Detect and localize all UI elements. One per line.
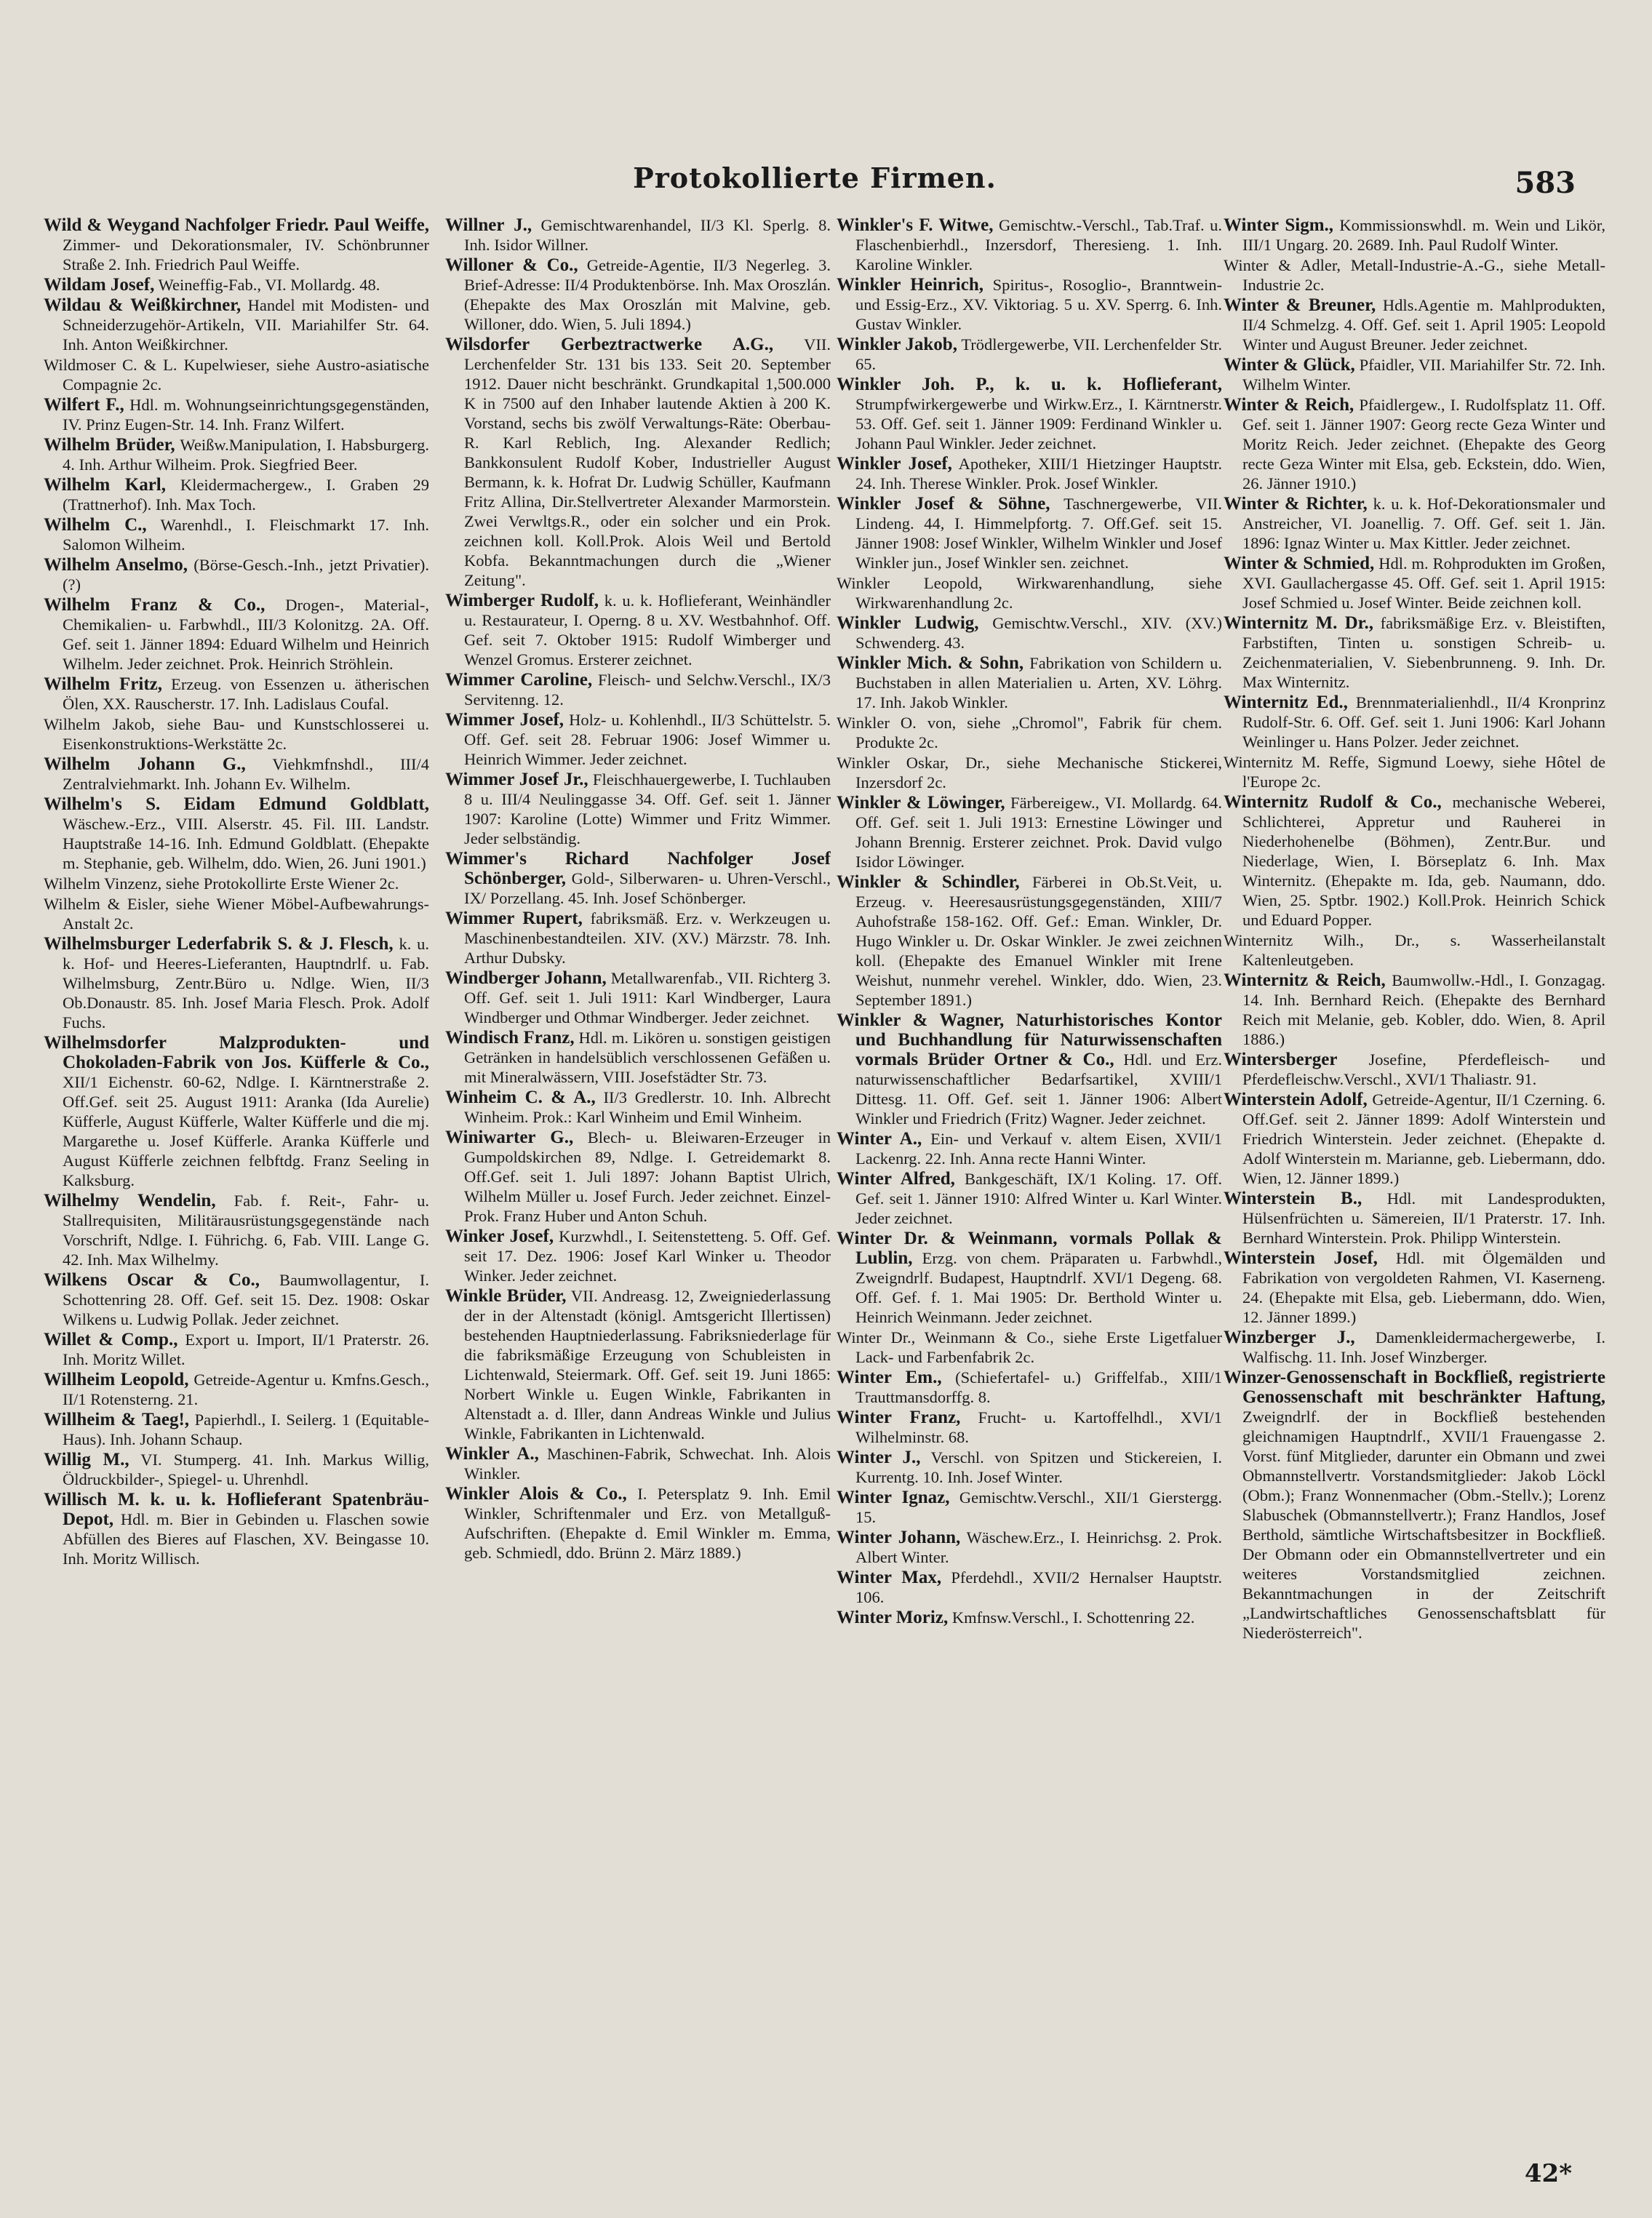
entry-text: Fabrikation von Schildern u. Buchstaben in allen Materialien u. Arten, XV. Löhrg. 17. Inh. Jakob Winkler. xyxy=(855,654,1222,711)
directory-entry xyxy=(1224,693,1605,751)
directory-entry xyxy=(44,1450,429,1489)
entry-text: Drogen-, Material-, Chemikalien- u. Farbwhdl., III/3 Kolonitzg. 2A. Off. Gef. seit 1. Jänner 1894: Eduard Wilhelm und Heinrich Wilhelm. Jeder zeichnet. Prok. Heinrich Ströhlein. xyxy=(63,596,429,673)
firm-name: Wilhelm Anselmo, xyxy=(44,555,188,575)
entry-text: Bankgeschäft, IX/1 Koling. 17. Off. Gef. seit 1. Jänner 1910: Alfred Winter u. Karl Winter. Jeder zeichnet. xyxy=(855,1170,1222,1227)
entry-text: II/3 Gredlerstr. 10. Inh. Albrecht Winheim. Prok.: Karl Winheim und Emil Winheim. xyxy=(464,1088,831,1126)
directory-entry xyxy=(837,375,1222,453)
entry-text: Wäschew.Erz., I. Heinrichsg. 2. Prok. Albert Winter. xyxy=(855,1528,1222,1566)
firm-name: Willheim Leopold, xyxy=(44,1370,189,1389)
firm-name: Wintersberger xyxy=(1224,1050,1338,1069)
entry-text: Färbereigew., VI. Mollardg. 64. Off. Gef. seit 1. Juli 1913: Ernestine Löwinger und Johann Brennig. Ersterer zeichnet. Prok. David vulgo Isidor Löwinger. xyxy=(855,794,1222,871)
entry-text: Winternitz Wilh., Dr., s. Wasserheilanstalt Kaltenleutgeben. xyxy=(1224,931,1605,969)
entry-text: Damenkleidermachergewerbe, I. Walfischg. 11. Inh. Josef Winzberger. xyxy=(1242,1328,1605,1366)
entry-text: Kleidermachergew., I. Graben 29 (Trattnerhof). Inh. Max Toch. xyxy=(63,476,429,514)
directory-entry xyxy=(1224,792,1605,930)
firm-name: Wimberger Rudolf, xyxy=(445,591,599,610)
firm-name: Winker Josef, xyxy=(445,1226,554,1246)
entry-text: fabriksmäß. Erz. v. Werkzeugen u. Maschinenbestandteilen. XIV. (XV.) Märzstr. 78. Inh. Arthur Dubsky. xyxy=(464,909,831,967)
directory-entry xyxy=(837,1528,1222,1567)
entry-text: VI. Stumperg. 41. Inh. Markus Willig, Öldruckbilder-, Spiegel- u. Uhrenhdl. xyxy=(63,1451,429,1488)
firm-name: Wilhelmsdorfer Malzprodukten- und Chokoladen-Fabrik von Jos. Küfferle & Co., xyxy=(44,1033,429,1072)
firm-name: Winkler Jakob, xyxy=(837,335,957,354)
directory-entry xyxy=(44,714,429,754)
firm-name: Winzberger J., xyxy=(1224,1328,1355,1347)
entry-text: Hdl. mit Ölgemälden und Fabrikation von vergoldeten Rahmen, VI. Kaserneng. 24. (Ehepakte mit Elsa, geb. Liebermann, ddo. Wien, 12. Jänner 1899.) xyxy=(1242,1249,1605,1326)
firm-name: Winter Franz, xyxy=(837,1408,961,1427)
entry-text: Wildmoser C. & L. Kupelwieser, siehe Austro-asiatische Compagnie 2c. xyxy=(44,356,429,394)
directory-entry xyxy=(445,1028,831,1087)
firm-name: Wilhelm's S. Eidam Edmund Goldblatt, xyxy=(44,794,429,814)
directory-entry xyxy=(445,710,831,769)
firm-name: Winkle Brüder, xyxy=(445,1286,567,1306)
directory-entry xyxy=(1224,1328,1605,1367)
firm-name: Winter & Glück, xyxy=(1224,355,1355,375)
entry-text: Wilhelm Vinzenz, siehe Protokollirte Erste Wiener 2c. xyxy=(44,874,399,893)
firm-name: Wilhelm Johann G., xyxy=(44,754,246,774)
firm-name: Winkler Mich. & Sohn, xyxy=(837,653,1024,673)
firm-name: Winkler Josef & Söhne, xyxy=(837,494,1050,514)
firm-name: Windberger Johann, xyxy=(445,968,607,988)
firm-name: Winkler A., xyxy=(445,1444,539,1464)
directory-entry xyxy=(445,968,831,1027)
firm-name: Windisch Franz, xyxy=(445,1028,575,1048)
entry-text: Gemischtw.Verschl., XIV. (XV.) Schwenderg. 43. xyxy=(855,614,1222,652)
entry-text: Getreide-Agentur u. Kmfns.Gesch., II/1 Rotensterng. 21. xyxy=(63,1371,429,1408)
directory-entry xyxy=(837,1010,1222,1128)
firm-name: Winkler Josef, xyxy=(837,454,952,474)
firm-name: Winter & Schmied, xyxy=(1224,554,1375,573)
firm-name: Wildam Josef, xyxy=(44,275,155,295)
directory-entry xyxy=(837,1229,1222,1327)
firm-name: Winternitz Rudolf & Co., xyxy=(1224,792,1442,812)
firm-name: Wimmer Caroline, xyxy=(445,670,593,690)
firm-name: Winter J., xyxy=(837,1448,921,1467)
entry-text: Strumpfwirkergewerbe und Wirkw.Erz., I. Kärntnerstr. 53. Off. Gef. seit 1. Jänner 1909: Ferdinand Winkler u. Johann Paul Winkler. Jeder zeichnet. xyxy=(855,395,1222,452)
firm-name: Winzer-Genossenschaft in Bockfließ, registrierte Genossenschaft mit beschränkter Haftung, xyxy=(1224,1368,1605,1407)
firm-name: Winkler Heinrich, xyxy=(837,275,983,295)
directory-entry xyxy=(1224,1090,1605,1188)
directory-entry xyxy=(44,934,429,1032)
directory-entry xyxy=(445,1484,831,1563)
entry-text: Winter Dr., Weinmann & Co., siehe Erste Ligetfaluer Lack- und Farbenfabrik 2c. xyxy=(837,1328,1222,1366)
entry-text: Warenhdl., I. Fleischmarkt 17. Inh. Salomon Wilheim. xyxy=(63,516,429,554)
directory-entry xyxy=(1224,395,1605,493)
firm-name: Wilhelm Fritz, xyxy=(44,674,162,694)
directory-entry xyxy=(1224,295,1605,354)
directory-entry xyxy=(445,1128,831,1226)
firm-name: Wimmer Rupert, xyxy=(445,909,583,928)
firm-name: Winterstein Adolf, xyxy=(1224,1090,1368,1109)
column-4 xyxy=(1224,215,1605,2136)
firm-name: Wilfert F., xyxy=(44,395,124,415)
entry-text: Hdl. m. Wohnungseinrichtungsgegenständen, IV. Prinz Eugen-Str. 14. Inh. Franz Wilfert. xyxy=(63,396,429,434)
firm-name: Wilsdorfer Gerbeztractwerke A.G., xyxy=(445,335,774,354)
entry-text: Weißw.Manipulation, I. Habsburgerg. 4. Inh. Arthur Wilheim. Prok. Siegfried Beer. xyxy=(63,436,429,474)
directory-entry xyxy=(44,1191,429,1269)
firm-name: Willheim & Taeg!, xyxy=(44,1410,190,1429)
entry-text: Zimmer- und Dekorationsmaler, IV. Schönbrunner Straße 2. Inh. Friedrich Paul Weiffe. xyxy=(63,236,429,274)
entry-text: Gold-, Silberwaren- u. Uhren-Verschl., IX/ Porzellang. 45. Inh. Josef Schönberger. xyxy=(464,869,831,907)
directory-entry xyxy=(44,1490,429,1568)
directory-entry xyxy=(44,515,429,554)
directory-entry xyxy=(445,1286,831,1443)
entry-text: k. u. k. Hof-Dekorationsmaler und Anstreicher, VI. Joanellig. 7. Off. Gef. seit 1. Jän. 1896: Ignaz Winter u. Max Kittler. Jeder zeichnet. xyxy=(1242,495,1605,552)
directory-entry xyxy=(837,1129,1222,1168)
directory-entry xyxy=(44,435,429,474)
entry-text: Trödlergewerbe, VII. Lerchenfelder Str. 65. xyxy=(855,335,1222,373)
signature-mark: 42* xyxy=(1524,2159,1572,2188)
directory-entry xyxy=(1224,1248,1605,1327)
firm-name: Winkler & Löwinger, xyxy=(837,793,1005,813)
directory-entry xyxy=(445,1088,831,1127)
directory-entry xyxy=(44,794,429,873)
directory-entry xyxy=(44,1033,429,1190)
directory-entry xyxy=(837,753,1222,792)
directory-entry xyxy=(44,555,429,594)
entry-text: Gemischtw.-Verschl., Tab.Traf. u. Flaschenbierhdl., Inzersdorf, Theresieng. 1. Inh. Karoline Winkler. xyxy=(855,216,1222,274)
entry-text: Kmfnsw.Verschl., I. Schottenring 22. xyxy=(948,1608,1195,1627)
firm-name: Wilhelmsburger Lederfabrik S. & J. Flesch, xyxy=(44,934,394,954)
directory-entry xyxy=(1224,1189,1605,1248)
directory-entry xyxy=(1224,1368,1605,1643)
firm-name: Winter Ignaz, xyxy=(837,1488,950,1507)
entry-text: Holz- u. Kohlenhdl., II/3 Schüttelstr. 5. Off. Gef. seit 28. Februar 1906: Josef Wimmer u. Heinrich Wimmer. Jeder zeichnet. xyxy=(464,711,831,768)
page-number: 583 xyxy=(1515,166,1576,200)
firm-name: Winiwarter G., xyxy=(445,1128,574,1147)
directory-entry xyxy=(1224,255,1605,295)
directory-entry xyxy=(1224,1050,1605,1089)
directory-entry xyxy=(44,355,429,394)
directory-entry xyxy=(837,573,1222,613)
directory-entry xyxy=(1224,494,1605,553)
entry-text: Hdl. m. Rohprodukten im Großen, XVI. Gaullachergasse 45. Off. Gef. seit 1. April 1915: Josef Schmied u. Josef Winter. Beide zeichnen koll. xyxy=(1242,554,1605,612)
firm-name: Wilhelm Brüder, xyxy=(44,435,175,455)
column-3 xyxy=(837,215,1222,2136)
entry-text: Brennmaterialienhdl., II/4 Kronprinz Rudolf-Str. 6. Off. Gef. seit 1. Juni 1906: Karl Johann Weinlinger u. Hans Polzer. Jeder zeichnet. xyxy=(1242,693,1605,751)
entry-text: Fleischhauergewerbe, I. Tuchlauben 8 u. III/4 Neulinggasse 34. Off. Gef. seit 1. Jänner 1907: Karoline (Lotte) Wimmer und Fritz Wimmer. Jeder selbständig. xyxy=(464,770,831,847)
directory-entry xyxy=(837,1488,1222,1527)
firm-name: Wild & Weygand Nachfolger Friedr. Paul Weiffe, xyxy=(44,215,429,235)
firm-name: Winter Max, xyxy=(837,1568,942,1587)
entry-text: Viehkmfnshdl., III/4 Zentralviehmarkt. Inh. Johann Ev. Wilhelm. xyxy=(63,755,429,793)
directory-entry xyxy=(445,591,831,669)
directory-entry xyxy=(44,1330,429,1369)
firm-name: Wimmer Josef Jr., xyxy=(445,770,588,789)
directory-entry xyxy=(44,874,429,893)
firm-name: Winter & Breuner, xyxy=(1224,295,1376,315)
running-title: Protokollierte Firmen. xyxy=(633,161,997,194)
directory-entry xyxy=(837,494,1222,573)
entry-text: Wilhelm & Eisler, siehe Wiener Möbel-Aufbewahrungs-Anstalt 2c. xyxy=(44,895,429,933)
entry-text: k. u. k. Hoflieferant, Weinhändler u. Restaurateur, I. Operng. 8 u. XV. Westbahnhof. Off. Gef. seit 7. Oktober 1915: Rudolf Wimberger und Wenzel Gromus. Ersterer zeichnet. xyxy=(464,591,831,669)
entry-text: Erzg. von chem. Präparaten u. Farbwhdl., Zweigndrlf. Budapest, Hauptndrlf. XVI/1 Degeng. 68. Off. Gef. f. 1. Mai 1905: Dr. Berthold Winter u. Heinrich Weinmann. Jeder zeichnet. xyxy=(855,1249,1222,1326)
directory-entry xyxy=(1224,970,1605,1049)
entry-text: Blech- u. Bleiwaren-Erzeuger in Gumpoldskirchen 89, Ndlge. I. Getreidemarkt 8. Off.Gef. seit 1. Juli 1897: Johann Baptist Ulrich, Wilhelm Müller u. Josef Furch. Jeder zeichnet. Einzel-Prok. Franz Huber und Anton Schuh. xyxy=(464,1128,831,1225)
directory-entry xyxy=(837,1608,1222,1627)
directory-entry xyxy=(44,1410,429,1449)
firm-name: Wilkens Oscar & Co., xyxy=(44,1270,260,1290)
entry-text: Winter & Adler, Metall-Industrie-A.-G., siehe Metall-Industrie 2c. xyxy=(1224,256,1605,294)
directory-entry xyxy=(837,713,1222,752)
directory-entry xyxy=(1224,355,1605,394)
directory-entry xyxy=(445,909,831,968)
directory-entry xyxy=(837,1368,1222,1407)
entry-text: Erzeug. von Essenzen u. ätherischen Ölen, XX. Rauscherstr. 17. Inh. Ladislaus Coufal. xyxy=(63,675,429,713)
entry-text: Weineffig-Fab., VI. Mollardg. 48. xyxy=(154,276,380,294)
firm-name: Winter & Reich, xyxy=(1224,395,1354,415)
directory-entry xyxy=(837,613,1222,653)
firm-name: Winkler Alois & Co., xyxy=(445,1484,627,1504)
entry-text: I. Petersplatz 9. Inh. Emil Winkler, Schriftenmaler und Erz. von Metallguß-Aufschriften. (Ehepakte d. Emil Winkler m. Emma, geb. Schmiedl, ddo. Brünn 2. März 1889.) xyxy=(464,1485,831,1562)
directory-entry xyxy=(445,215,831,255)
entry-text: Fleisch- und Selchw.Verschl., IX/3 Servitenng. 12. xyxy=(464,671,831,709)
directory-entry xyxy=(44,395,429,434)
firm-name: Wimmer Josef, xyxy=(445,710,564,730)
directory-entry xyxy=(44,1270,429,1329)
directory-entry xyxy=(44,595,429,674)
entry-text: (Schiefertafel- u.) Griffelfab., XIII/1 Trauttmansdorffg. 8. xyxy=(855,1368,1222,1406)
directory-entry xyxy=(44,674,429,714)
column-2 xyxy=(445,215,831,2136)
firm-name: Winter Sigm., xyxy=(1224,215,1334,235)
entry-text: Hdl. m. Likören u. sonstigen geistigen Getränken in handelsüblich verschlossenen Gefäßen u. mit Mineralwässern, VIII. Josefstädter Str. 73. xyxy=(464,1029,831,1086)
directory-entry xyxy=(44,754,429,794)
firm-name: Winkler & Schindler, xyxy=(837,872,1020,892)
entry-text: Export u. Import, II/1 Praterstr. 26. Inh. Moritz Willet. xyxy=(63,1331,429,1368)
directory-entry xyxy=(837,335,1222,374)
entry-text: Hdl. und Erz. naturwissenschaftlicher Bedarfsartikel, XVIII/1 Dittesg. 11. Off. Gef. seit 1. Jänner 1906: Albert Winkler und Friedrich (Fritz) Wagner. Jeder zeichnet. xyxy=(855,1050,1222,1128)
entry-text: VII. Andreasg. 12, Zweigniederlassung der in der Altenstadt (königl. Amtsgericht Illertissen) bestehenden Hauptniederlassung. Fabriksniederlage für die fabriksmäßige Erzeugung von Schubleisten in Lichtenwald, Steiermark. Off. Gef. seit 19. Juni 1865: Norbert Winkle u. Eugen Winkle, Fabrikanten in Altenstadt a. d. Iller, dann Andreas Winkle und Julius Winkle, Fabrikanten in Lichtenwald. xyxy=(464,1287,831,1443)
directory-entry xyxy=(1224,930,1605,970)
entry-text: Hdls.Agentie m. Mahlprodukten, II/4 Schmelzg. 4. Off. Gef. seit 1. April 1905: Leopold Winter und August Breuner. Jeder zeichnet. xyxy=(1242,296,1605,354)
entry-text: Papierhdl., I. Seilerg. 1 (Equitable-Haus). Inh. Johann Schaup. xyxy=(63,1411,429,1448)
firm-name: Winterstein Josef, xyxy=(1224,1248,1378,1268)
entry-text: Winkler O. von, siehe „Chromol", Fabrik für chem. Produkte 2c. xyxy=(837,714,1222,751)
column-1 xyxy=(44,215,429,2136)
directory-entry xyxy=(1224,613,1605,692)
firm-name: Wimmer's Richard Nachfolger Josef Schönberger, xyxy=(445,849,831,888)
directory-entry xyxy=(44,475,429,514)
directory-entry xyxy=(837,653,1222,712)
entry-text: Taschnergewerbe, VII. Lindeng. 44, I. Himmelpfortg. 7. Off.Gef. seit 15. Jänner 1908: Josef Winkler, Wilhelm Winkler und Josef Winkler jun., Josef Winkler sen. zeichnet. xyxy=(855,495,1222,572)
directory-entry xyxy=(44,215,429,274)
directory-entry xyxy=(837,1328,1222,1367)
entry-text: Apotheker, XIII/1 Hietzinger Hauptstr. 24. Inh. Therese Winkler. Prok. Josef Winkler. xyxy=(855,455,1222,492)
firm-name: Winter Dr. & Weinmann, vormals Pollak & Lublin, xyxy=(837,1229,1222,1268)
directory-entry xyxy=(837,1169,1222,1228)
directory-entry xyxy=(44,295,429,354)
entry-text: Pferdehdl., XVII/2 Hernalser Hauptstr. 106. xyxy=(855,1568,1222,1606)
firm-name: Willisch M. k. u. k. Hoflieferant Spatenbräu-Depot, xyxy=(44,1490,429,1529)
directory-entry xyxy=(445,1226,831,1285)
firm-name: Winter Em., xyxy=(837,1368,942,1387)
entry-text: Fab. f. Reit-, Fahr- u. Stallrequisiten, Militärausrüstungsgegenstände nach Vorschrift, Ndlge. I. Führichg. 6, Fab. VIII. Lange G. 42. Inh. Max Wilhelmy. xyxy=(63,1192,429,1269)
directory-entry xyxy=(837,1448,1222,1487)
entry-text: XII/1 Eichenstr. 60-62, Ndlge. I. Kärntnerstraße 2. Off.Gef. seit 25. August 1911: Aranka (Ida Aurelie) Küfferle, August Küfferle, Walter Küfferle und die mj. Margarethe u. Josef Küfferle. Aranka Küfferle und August Küfferle zeichnen felbftdg. Franz Seeling in Kalksburg. xyxy=(63,1073,429,1189)
entry-text: Hdl. mit Landesprodukten, Hülsenfrüchten u. Sämereien, II/1 Praterstr. 17. Inh. Bernhard Winterstein. Prok. Philipp Winterstein. xyxy=(1242,1189,1605,1247)
entry-text: Baumwollagentur, I. Schottenring 28. Off. Gef. seit 15. Dez. 1908: Oskar Wilkens u. Ludwig Pollak. Jeder zeichnet. xyxy=(63,1271,429,1328)
directory-entry xyxy=(837,793,1222,871)
directory-entry xyxy=(837,275,1222,334)
firm-name: Winter Alfred, xyxy=(837,1169,955,1189)
firm-name: Wildau & Weißkirchner, xyxy=(44,295,242,315)
entry-text: Zweigndrlf. der in Bockfließ bestehenden gleichnamigen Hauptndrlf., XVII/1 Frauengasse 2. Vorst. fünf Mitglieder, darunter ein Obmann und zwei Obmannstellvertr. Vorstandsmitglieder: Jakob Löckl (Obm.); Franz Wonnenmacher (Obm.-Stellv.); Lorenz Slabuschek (Obmannstellvertr.); Franz Handlos, Josef Berthold, sämtliche Wirtschaftsbesitzer in Bockfließ. Der Obmann oder ein Obmannstellvertreter und ein weiteres Vorstandsmitglied zeichnen. Bekanntmachungen in der Zeitschrift „Landwirtschaftliches Genossenschaftsblatt für Niederösterreich". xyxy=(1242,1408,1605,1642)
firm-name: Winter A., xyxy=(837,1129,922,1149)
directory-entry xyxy=(44,1370,429,1409)
entry-text: Baumwollw.-Hdl., I. Gonzagag. 14. Inh. Bernhard Reich. (Ehepakte des Bernhard Reich mit Melanie, geb. Kobler, ddo. Wien, 8. April 1886.) xyxy=(1242,971,1605,1048)
directory-entry xyxy=(445,255,831,334)
directory-entry xyxy=(445,770,831,848)
directory-entry xyxy=(445,849,831,908)
entry-text: Gemischtwarenhandel, II/3 Kl. Sperlg. 8. Inh. Isidor Willner. xyxy=(464,216,831,254)
entry-text: Handel mit Modisten- und Schneiderzugehör-Artikeln, VII. Mariahilfer Str. 64. Inh. Anton Weißkirchner. xyxy=(63,296,429,354)
firm-name: Willet & Comp., xyxy=(44,1330,178,1349)
firm-name: Winternitz Ed., xyxy=(1224,693,1348,712)
entry-text: Verschl. von Spitzen und Stickereien, I. Kurrentg. 10. Inh. Josef Winter. xyxy=(855,1448,1222,1486)
firm-name: Wilhelm Karl, xyxy=(44,475,166,495)
entry-text: Ein- und Verkauf v. altem Eisen, XVII/1 Lackenrg. 22. Inh. Anna recte Hanni Winter. xyxy=(855,1130,1222,1168)
firm-name: Winkler & Wagner, Naturhistorisches Kontor und Buchhandlung für Naturwissenschaften vormals Brüder Ortner & Co., xyxy=(837,1010,1222,1069)
directory-entry xyxy=(1224,752,1605,791)
entry-text: Getreide-Agentur, II/1 Czerning. 6. Off.Gef. seit 2. Jänner 1899: Adolf Winterstein und Friedrich Winterstein. Jeder zeichnet. (Ehepakte d. Adolf Winterstein m. Marianne, geb. Liebermann, ddo. Wien, 12. Jänner 1899.) xyxy=(1242,1090,1605,1187)
entry-text: Pfaidlergew., I. Rudolfsplatz 11. Off. Gef. seit 1. Jänner 1907: Georg recte Geza Winter und Moritz Reich. Jeder zeichnet. (Ehepakte des Georg recte Geza Winter mit Elsa, geb. Eckstein, ddo. Wien, 26. Jänner 1910.) xyxy=(1242,396,1605,492)
firm-name: Wilhelm C., xyxy=(44,515,147,535)
entry-text: k. u. k. Hof- und Heeres-Lieferanten, Hauptndrlf. u. Fab. Wilhelmsburg, Zentr.Büro u. Ndlge. Wien, II/3 Ob.Donaustr. 85. Inh. Josef Maria Flesch. Prok. Adolf Fuchs. xyxy=(63,935,429,1032)
entry-text: Kurzwhdl., I. Seitenstetteng. 5. Off. Gef. seit 17. Dez. 1906: Josef Karl Winker u. Theodor Winker. Jeder zeichnet. xyxy=(464,1227,831,1285)
firm-name: Willoner & Co., xyxy=(445,255,578,275)
entry-text: Spiritus-, Rosoglio-, Branntwein- und Essig-Erz., XV. Viktoriag. 5 u. XV. Sperrg. 6. Inh. Gustav Winkler. xyxy=(855,276,1222,333)
directory-entry xyxy=(837,1408,1222,1447)
firm-name: Winkler Joh. P., k. u. k. Hoflieferant, xyxy=(837,375,1222,394)
entry-text: Wäschew.-Erz., VIII. Alserstr. 45. Fil. III. Landstr. Hauptstraße 14-16. Inh. Edmund Goldblatt. (Ehepakte m. Stephanie, geb. Wilhelm, ddo. Wien, 26. Juni 1901.) xyxy=(63,815,429,872)
directory-entry xyxy=(837,215,1222,274)
firm-name: Winter Johann, xyxy=(837,1528,961,1547)
firm-name: Wilhelmy Wendelin, xyxy=(44,1191,216,1210)
firm-name: Winkler's F. Witwe, xyxy=(837,215,994,235)
firm-name: Winkler Ludwig, xyxy=(837,613,979,633)
firm-name: Winterstein B., xyxy=(1224,1189,1362,1208)
directory-entry xyxy=(44,275,429,295)
firm-name: Willig M., xyxy=(44,1450,129,1469)
entry-text: Färberei in Ob.St.Veit, u. Erzeug. v. Heeresausrüstungsgegenständen, XIII/7 Auhofstraße 158-162. Off. Gef.: Eman. Winkler, Dr. Hugo Winkler u. Dr. Oskar Winkler. Je zwei zeichnen koll. (Ehepakte des Emanuel Winkler mit Irene Weishut, nunmehr verehel. Winkler, ddo. Wien, 23. September 1891.) xyxy=(855,873,1222,1009)
directory-entry xyxy=(1224,554,1605,613)
directory-entry xyxy=(44,894,429,933)
entry-text: Wilhelm Jakob, siehe Bau- und Kunstschlosserei u. Eisenkonstruktions-Werkstätte 2c. xyxy=(44,715,429,753)
directory-entry xyxy=(445,670,831,709)
entry-text: Getreide-Agentie, II/3 Negerleg. 3. Brief-Adresse: II/4 Produktenbörse. Inh. Max Oroszlán. (Ehepakte des Max Oroszlán mit Malvine, geb. Willoner, ddo. Wien, 5. Juli 1894.) xyxy=(464,256,831,333)
directory-entry xyxy=(837,872,1222,1010)
firm-name: Winter & Richter, xyxy=(1224,494,1368,514)
firm-name: Winter Moriz, xyxy=(837,1608,949,1627)
entry-text: (Börse-Gesch.-Inh., jetzt Privatier). (?) xyxy=(63,556,429,594)
entry-text: Winkler Oskar, Dr., siehe Mechanische Stickerei, Inzersdorf 2c. xyxy=(837,754,1222,791)
entry-text: Gemischtw.Verschl., XII/1 Gierstergg. 15. xyxy=(855,1488,1222,1526)
directory-entry xyxy=(445,335,831,590)
entry-text: Metallwarenfab., VII. Richterg 3. Off. Gef. seit 1. Juli 1911: Karl Windberger, Laura Windberger und Othmar Windberger. Jeder zeichnet. xyxy=(464,969,831,1026)
firm-name: Willner J., xyxy=(445,215,532,235)
entry-text: mechanische Weberei, Schlichterei, Appretur und Rauherei in Niederhohenelbe (Böhmen), Zentr.Bur. und Niederlage, Wien, I. Börseplatz 6. Inh. Max Winternitz. (Ehepakte m. Ida, geb. Naumann, ddo. Wien, 25. Sptbr. 1902.) Koll.Prok. Heinrich Schick und Eduard Popper. xyxy=(1242,793,1605,929)
entry-text: Winkler Leopold, Wirkwarenhandlung, siehe Wirkwarenhandlung 2c. xyxy=(837,574,1222,612)
entry-text: Kommissionswhdl. m. Wein und Likör, III/1 Ungarg. 20. 2689. Inh. Paul Rudolf Winter. xyxy=(1242,216,1605,254)
entry-text: Maschinen-Fabrik, Schwechat. Inh. Alois Winkler. xyxy=(464,1445,831,1483)
entry-text: Pfaidler, VII. Mariahilfer Str. 72. Inh. Wilhelm Winter. xyxy=(1242,356,1605,394)
directory-entry xyxy=(837,454,1222,493)
page-header xyxy=(0,161,1652,205)
firm-name: Wilhelm Franz & Co., xyxy=(44,595,266,615)
entry-text: Frucht- u. Kartoffelhdl., XVI/1 Wilhelminstr. 68. xyxy=(855,1408,1222,1446)
firm-name: Winternitz & Reich, xyxy=(1224,970,1386,990)
firm-name: Winternitz M. Dr., xyxy=(1224,613,1373,633)
directory-entry xyxy=(1224,215,1605,255)
entry-text: VII. Lerchenfelder Str. 131 bis 133. Seit 20. September 1912. Dauer nicht beschränkt. Grundkapital 1,500.000 K in 7500 auf den Inhaber lautende Aktien à 200 K. Vorstand, sechs bis zwölf Verwaltungs-Räte: Oberbau-R. Karl Reblich, Ing. Alexander Redlich; Bankkonsulent Rudolf Kober, Industrieller August Bermann, k. k. Hofrat Dr. Ludwig Schüller, Kaufmann Fritz Allina, Dir.Stellvertreter Alexander Marmorstein. Zwei Verwltgs.R., oder ein solcher und ein Prok. zeichnen koll. Koll.Prok. Alois Weil und Bertold Kobfa. Bekanntmachungen durch die „Wiener Zeitung". xyxy=(464,335,831,589)
directory-entry xyxy=(837,1568,1222,1607)
entry-text: Winternitz M. Reffe, Sigmund Loewy, siehe Hôtel de l'Europe 2c. xyxy=(1224,753,1605,791)
entry-text: Josefine, Pferdefleisch- und Pferdefleischw.Verschl., XVI/1 Thaliastr. 91. xyxy=(1242,1050,1605,1088)
entry-text: Hdl. m. Bier in Gebinden u. Flaschen sowie Abfüllen des Bieres auf Flaschen, XV. Beingasse 10. Inh. Moritz Willisch. xyxy=(63,1510,429,1568)
directory-entry xyxy=(445,1444,831,1483)
firm-name: Winheim C. & A., xyxy=(445,1088,596,1107)
entry-text: fabriksmäßige Erz. v. Bleistiften, Farbstiften, Tinten u. sonstigen Schreib- u. Zeichenmaterialien, V. Siebenbrunneng. 9. Inh. Dr. Max Winternitz. xyxy=(1242,614,1605,691)
